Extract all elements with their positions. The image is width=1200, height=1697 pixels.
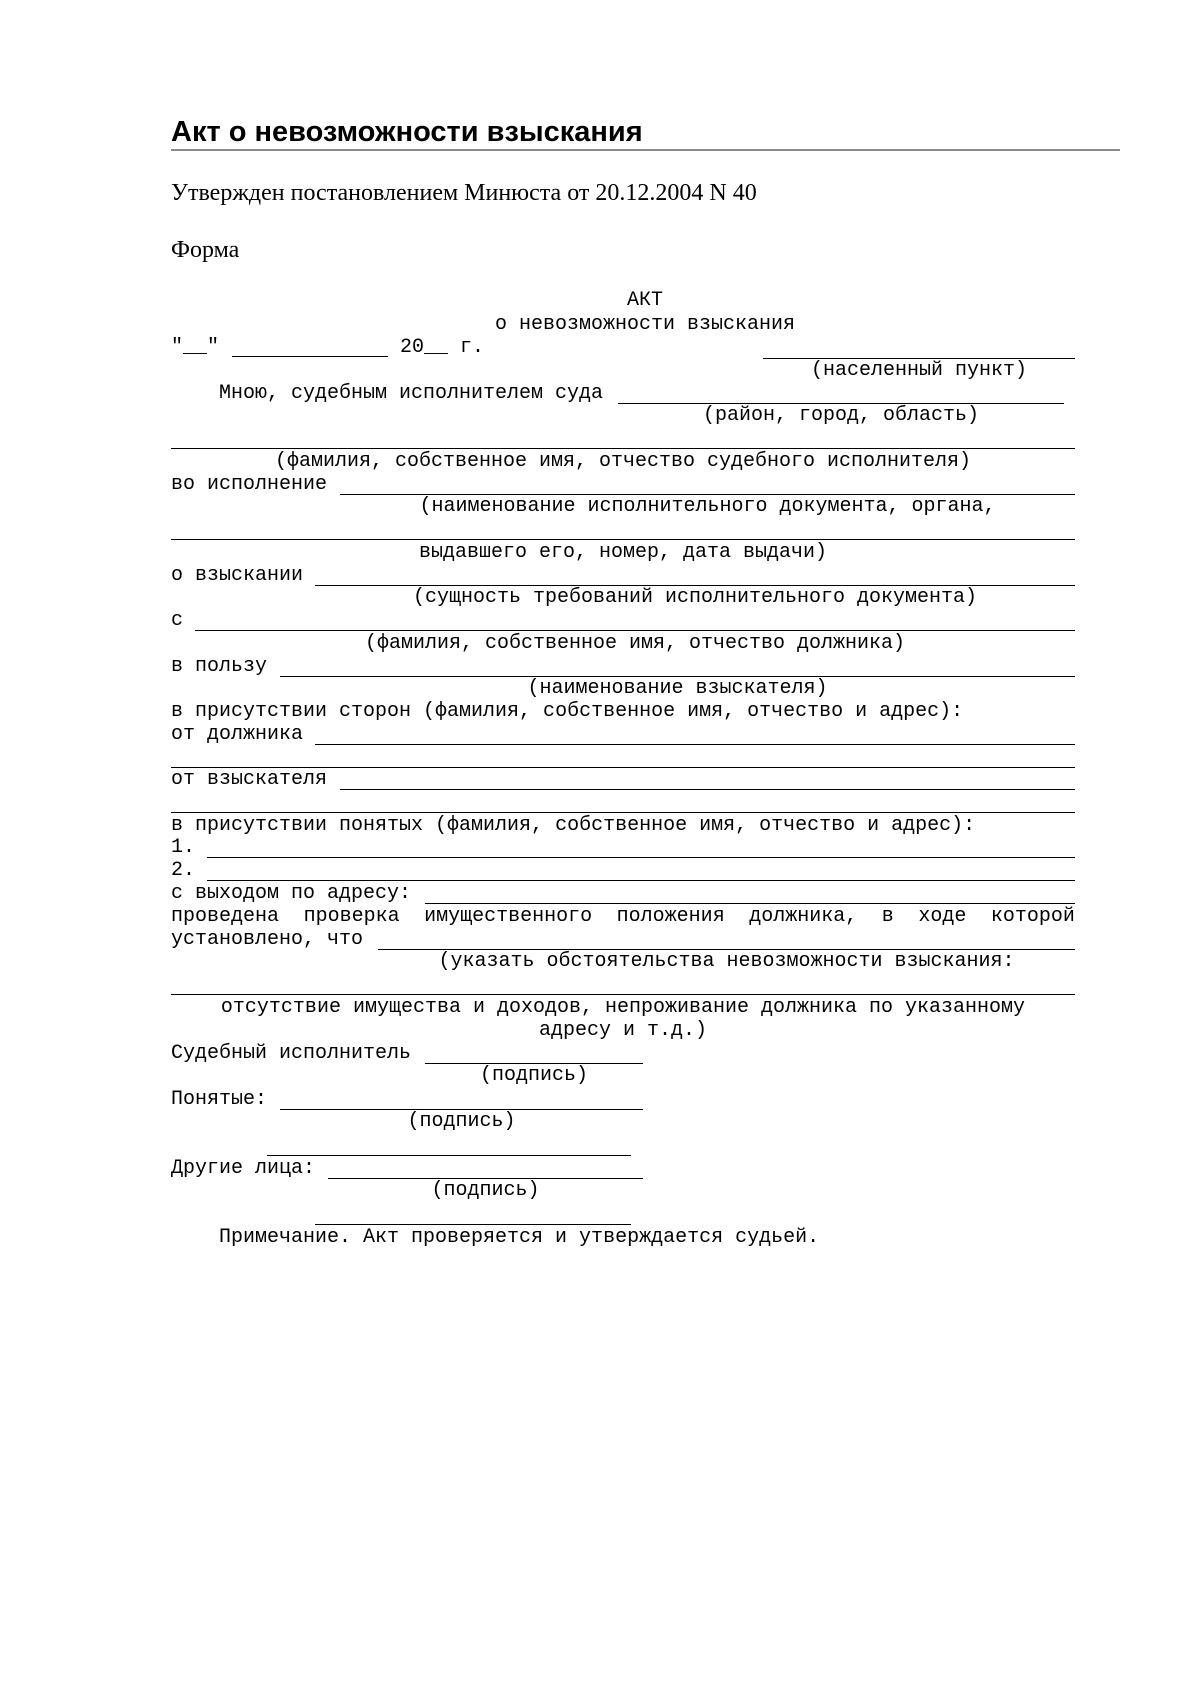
title-divider bbox=[171, 149, 1120, 151]
check-statement bbox=[171, 906, 1075, 928]
hint-executor-signature: (подпись) bbox=[479, 1064, 589, 1087]
document-title: Акт о невозможности взыскания bbox=[171, 116, 643, 148]
act-subheading: о невозможности взыскания bbox=[494, 313, 796, 336]
hint-recoverer: (наименование взыскателя) bbox=[527, 677, 828, 700]
from-label: с bbox=[171, 609, 184, 632]
witnesses-sign-label: Понятые: bbox=[171, 1088, 268, 1111]
hint-others-signature: (подпись) bbox=[431, 1179, 540, 1202]
date-month-field[interactable] bbox=[232, 356, 388, 357]
intro-label: Мною, судебным исполнителем суда bbox=[219, 382, 604, 405]
hint-debtor-name: (фамилия, собственное имя, отчество должника) bbox=[364, 632, 906, 655]
hint-executor-name: (фамилия, собственное имя, отчество судебного исполнителя) bbox=[274, 450, 972, 473]
recoverer-presence-field[interactable] bbox=[340, 789, 1075, 790]
recoverer-presence-field-2[interactable] bbox=[171, 812, 1075, 813]
hint-circumstances-1: (указать обстоятельства невозможности взыскания: bbox=[438, 950, 1015, 973]
form-label: Форма bbox=[171, 237, 240, 263]
established-label: установлено, что bbox=[171, 928, 364, 951]
witness-1-field[interactable] bbox=[207, 857, 1075, 858]
witness-signature-field-2[interactable] bbox=[267, 1155, 631, 1156]
hint-document-2: выдавшего его, номер, дата выдачи) bbox=[418, 541, 828, 564]
parties-presence: в присутствии сторон (фамилия, собственное имя, отчество и адрес): bbox=[171, 700, 964, 723]
hint-requirements: (сущность требований исполнительного документа) bbox=[412, 586, 978, 609]
execution-label: во исполнение bbox=[171, 473, 328, 496]
act-heading: АКТ bbox=[626, 289, 663, 312]
witness-2-label: 2. bbox=[171, 859, 196, 882]
check-word: которой bbox=[990, 905, 1075, 928]
execution-document-field-2[interactable] bbox=[171, 539, 1075, 540]
check-word: проверка bbox=[303, 905, 400, 928]
check-word: положения bbox=[616, 905, 725, 928]
approval-note: Утвержден постановлением Минюста от 20.12.2004 N 40 bbox=[171, 180, 757, 206]
check-word: имущественного bbox=[424, 905, 593, 928]
check-word: в bbox=[881, 905, 894, 928]
hint-locality: (населенный пункт) bbox=[810, 359, 1028, 382]
favor-label: в пользу bbox=[171, 655, 268, 678]
check-word: ходе bbox=[918, 905, 967, 928]
date-year: 20__ г. bbox=[400, 336, 485, 359]
check-word: должника, bbox=[749, 905, 858, 928]
debtor-name-field[interactable] bbox=[195, 630, 1075, 631]
hint-document-1: (наименование исполнительного документа, органа, bbox=[419, 495, 996, 518]
hint-witness-signature: (подпись) bbox=[407, 1110, 516, 1133]
others-signature-field-2[interactable] bbox=[315, 1224, 631, 1225]
hint-region: (район, город, область) bbox=[702, 404, 980, 427]
hint-circumstances-3: адресу и т.д.) bbox=[538, 1019, 708, 1042]
witness-1-label: 1. bbox=[171, 836, 196, 859]
judge-note: Примечание. Акт проверяется и утверждается судьей. bbox=[219, 1226, 820, 1249]
recoverer-label: от взыскателя bbox=[171, 768, 328, 791]
debtor-label: от должника bbox=[171, 723, 304, 746]
address-field[interactable] bbox=[425, 903, 1075, 904]
circumstances-field-2[interactable] bbox=[171, 994, 1075, 995]
address-label: с выходом по адресу: bbox=[171, 882, 412, 905]
date-day-field: "__" bbox=[171, 336, 220, 359]
debtor-presence-field[interactable] bbox=[315, 744, 1075, 745]
hint-circumstances-2: отсутствие имущества и доходов, непроживание должника по указанному bbox=[220, 996, 1026, 1019]
recovery-label: о взыскании bbox=[171, 564, 304, 587]
others-sign-label: Другие лица: bbox=[171, 1157, 316, 1180]
check-word: проведена bbox=[171, 905, 280, 928]
witnesses-presence: в присутствии понятых (фамилия, собственное имя, отчество и адрес): bbox=[171, 814, 976, 837]
witness-2-field[interactable] bbox=[207, 880, 1075, 881]
executor-sign-label: Судебный исполнитель bbox=[171, 1042, 412, 1065]
executor-name-field[interactable] bbox=[171, 448, 1075, 449]
